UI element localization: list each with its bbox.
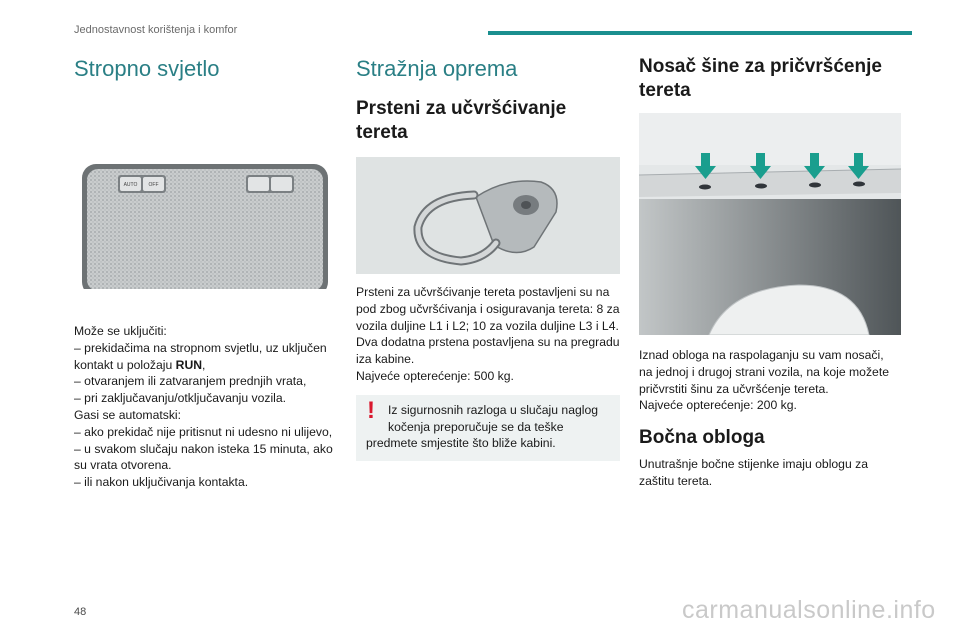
watermark: carmanualsonline.info: [682, 596, 936, 624]
title-rail-support-2: tereta: [639, 80, 691, 101]
rings-line-4: Dva dodatna prstena postavljena su na pregradu: [356, 335, 620, 350]
left-reading-light-icon[interactable]: [248, 177, 269, 191]
right-reading-light-icon[interactable]: [271, 177, 292, 191]
lashing-rings-text: [356, 284, 620, 385]
subtitle-lashing-rings-2: tereta: [356, 122, 408, 143]
ceiling-line-7: – ako prekidač nije pritisnut ni udesno ni ulijevo,: [74, 424, 333, 439]
lashing-ring-illustration: [356, 157, 620, 274]
ceiling-light-illustration: [74, 99, 336, 289]
column-ceiling-light: [74, 55, 336, 491]
section-title-ceiling-light: Stropno svjetlo: [74, 56, 220, 81]
rail-support-text: [639, 347, 901, 414]
ceiling-line-8: – u svakom slučaju nakon isteka 15 minuta, ako: [74, 441, 333, 456]
subtitle-lashing-rings-1: Prsteni za učvršćivanje: [356, 98, 567, 119]
ceiling-line-1: Može se uključiti:: [74, 324, 167, 338]
rings-line-2: pod zbog učvršćivanja i osiguravanja tereta: 8 za: [356, 301, 620, 316]
rail-support-illustration: [639, 113, 901, 335]
ceiling-line-2: – prekidačima na stropnom svjetlu, uz uključen: [74, 340, 327, 355]
column-rear-equipment: [356, 55, 620, 461]
auto-label: AUTO: [123, 182, 138, 188]
ceiling-light-image: [74, 99, 336, 289]
page-number: 48: [74, 606, 87, 618]
warning-line-1: Iz sigurnosnih razloga u slučaju naglog: [388, 402, 599, 417]
rings-line-6: Najveće opterećenje: 500 kg.: [356, 368, 514, 383]
ceiling-line-5: – pri zaključavanju/otključavanju vozila.: [74, 391, 287, 406]
column-rail-support: [639, 55, 901, 490]
run-label: RUN: [175, 357, 203, 372]
ceiling-line-6: Gasi se automatski:: [74, 407, 182, 422]
ceiling-line-3: kontakt u položaju RUN,: [74, 357, 206, 372]
subtitle-side-trim: Bočna obloga: [639, 427, 765, 449]
rings-line-3: vozila duljine L1 i L2; 10 za vozila duljine L3 i L4.: [356, 318, 619, 333]
ceiling-line-4: – otvaranjem ili zatvaranjem prednjih vrata,: [74, 374, 307, 389]
side-trim-line-2: zaštitu tereta.: [639, 473, 713, 488]
off-label: OFF: [148, 182, 159, 188]
rail-line-4: Najveće opterećenje: 200 kg.: [639, 398, 797, 413]
rings-line-5: iza kabine.: [356, 352, 415, 367]
ceiling-light-text: [74, 323, 336, 491]
ceiling-line-10: – ili nakon uključivanja kontakta.: [74, 475, 249, 490]
safety-warning: [356, 395, 620, 461]
warning-icon: !: [367, 396, 375, 424]
running-header: Jednostavnost korištenja i komfor: [74, 24, 238, 36]
section-title-rear-equipment: Stražnja oprema: [356, 56, 518, 81]
rail-line-2: na jednoj i drugoj strani vozila, na koje možete: [639, 364, 889, 379]
rail-line-3: pričvrstiti šinu za učvršćenje tereta.: [639, 381, 829, 396]
warning-line-3: predmete smjestite što bliže kabini.: [366, 436, 556, 451]
lashing-ring-image: [356, 157, 620, 274]
rings-line-1: Prsteni za učvršćivanje tereta postavljeni su na: [356, 285, 610, 299]
side-trim-line-1: Unutrašnje bočne stijenke imaju oblogu za: [639, 457, 868, 472]
rail-support-image: [639, 113, 901, 335]
title-rail-support-1: Nosač šine za pričvršćenje: [639, 56, 882, 77]
rail-line-1: Iznad obloga na raspolaganju su vam nosači,: [639, 348, 884, 362]
header-rule: [488, 31, 912, 35]
warning-line-2: kočenja preporučuje se da teške: [388, 419, 564, 434]
ceiling-line-9: su vrata otvorena.: [74, 458, 172, 473]
